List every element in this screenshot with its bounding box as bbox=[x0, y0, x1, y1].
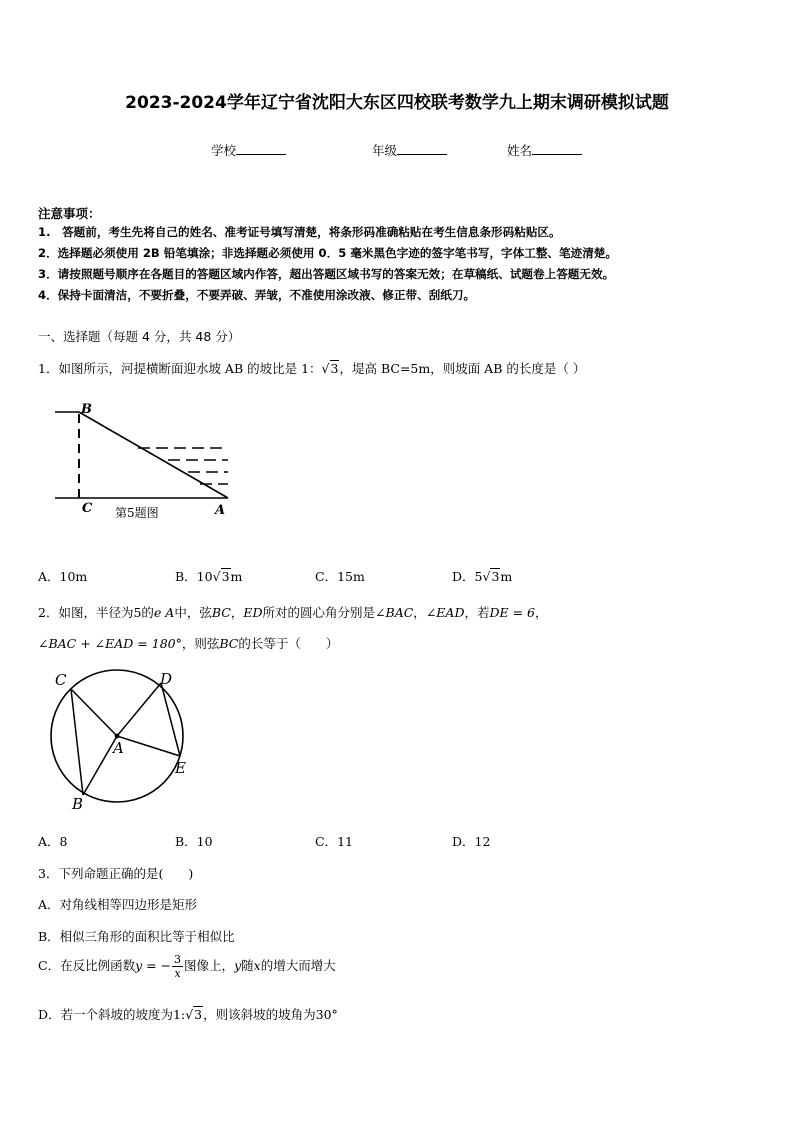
question-1-figure bbox=[40, 396, 240, 524]
fraction: $\frac{3}{x}$ bbox=[174, 953, 182, 980]
grade-label: 年级 bbox=[372, 143, 398, 158]
q1-option-a: A．10m bbox=[38, 569, 88, 584]
question-2-stem-line1: 2．如图，半径为5的e A中，弦BC，ED所对的圆心角分别是∠BAC，∠EAD，若DE = 6， bbox=[38, 605, 548, 620]
label-C: C bbox=[55, 671, 67, 689]
name-field bbox=[507, 141, 582, 159]
q2-option-a: A．8 bbox=[38, 834, 68, 849]
q3-option-b: B．相似三角形的面积比等于相似比 bbox=[38, 929, 235, 944]
question-3-stem: 3．下列命题正确的是( ) bbox=[38, 866, 194, 881]
label-A: A bbox=[113, 739, 124, 757]
question-1-stem: 1．如图所示，河提横断面迎水坡 AB 的坡比是 1：√3，堤高 BC=5m，则坡面 AB 的长度是（ ） bbox=[38, 361, 586, 376]
note-item: 4．保持卡面清洁，不要折叠，不要弄破、弄皱，不准使用涂改液、修正带、刮纸刀。 bbox=[38, 288, 476, 302]
page-title: 2023-2024学年辽宁省沈阳大东区四校联考数学九上期末调研模拟试题 bbox=[125, 93, 669, 113]
grade-field bbox=[372, 141, 447, 159]
q2-option-b: B．10 bbox=[175, 834, 213, 849]
q1-option-d: D．5√3m bbox=[452, 569, 513, 584]
section-heading: 一、选择题（每题 4 分，共 48 分） bbox=[38, 329, 241, 344]
notes-heading: 注意事项： bbox=[38, 206, 101, 221]
note-item: 3．请按照题号顺序在各题目的答题区域内作答，超出答题区域书写的答案无效；在草稿纸、试题卷上答题无效。 bbox=[38, 267, 615, 281]
q1-option-b: B．10√3m bbox=[175, 569, 243, 584]
question-2-figure bbox=[40, 664, 200, 816]
grade-blank bbox=[397, 142, 447, 155]
school-field bbox=[211, 141, 286, 159]
q3-option-c: C．在反比例函数y = − $\frac{3}{x}$ 图像上，y随x的增大而增大 bbox=[38, 953, 336, 980]
school-blank bbox=[236, 142, 286, 155]
note-item: 2．选择题必须使用 2B 铅笔填涂；非选择题必须使用 0．5 毫米黑色字迹的签字笔书写，字体工整、笔迹清楚。 bbox=[38, 246, 617, 260]
question-2-stem-line2: ∠BAC + ∠EAD = 180°，则弦BC的长等于（ ） bbox=[38, 636, 339, 651]
label-B: B bbox=[72, 795, 84, 813]
q2-option-c: C．11 bbox=[315, 834, 353, 849]
label-D: D bbox=[160, 670, 173, 688]
label-B: B bbox=[81, 402, 92, 417]
q1-option-c: C．15m bbox=[315, 569, 365, 584]
q2-option-d: D．12 bbox=[452, 834, 491, 849]
q3-option-a: A．对角线相等四边形是矩形 bbox=[38, 897, 198, 912]
q3-option-d: D．若一个斜坡的坡度为1:√3，则该斜坡的坡角为30° bbox=[38, 1007, 338, 1022]
note-item: 1. 答题前，考生先将自己的姓名、准考证号填写清楚，将条形码准确粘贴在考生信息条形码粘贴区。 bbox=[38, 225, 561, 239]
label-E: E bbox=[175, 759, 186, 777]
sqrt: √3 bbox=[212, 569, 230, 584]
sqrt: √3 bbox=[321, 361, 339, 376]
figure-caption: 第5题图 bbox=[115, 506, 159, 520]
label-C: C bbox=[82, 501, 93, 516]
school-label: 学校 bbox=[211, 143, 237, 158]
label-A: A bbox=[215, 503, 226, 518]
sqrt: √3 bbox=[185, 1007, 203, 1022]
sqrt: √3 bbox=[482, 569, 500, 584]
name-blank bbox=[532, 142, 582, 155]
name-label: 姓名 bbox=[507, 143, 533, 158]
